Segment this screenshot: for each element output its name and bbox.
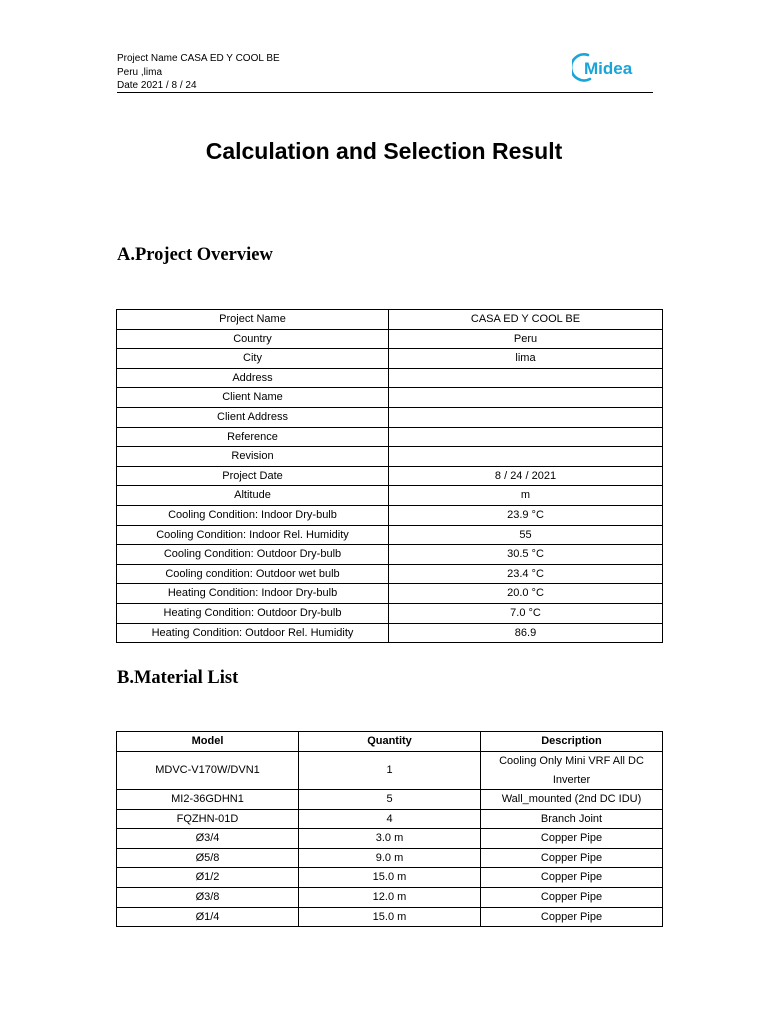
material-description: Copper Pipe [481,887,663,907]
table-row [117,505,663,525]
overview-value [389,388,663,408]
column-header-model: Model [117,732,299,752]
material-model: MI2-36GDHN1 [117,790,299,810]
table-row [117,809,663,829]
material-description: Copper Pipe [481,907,663,927]
overview-label: Altitude [117,486,389,506]
table-row [117,564,663,584]
overview-label: Country [117,329,389,349]
overview-value [389,368,663,388]
overview-value: CASA ED Y COOL BE [389,310,663,330]
material-model: Ø5/8 [117,848,299,868]
column-header-quantity: Quantity [299,732,481,752]
material-model: MDVC-V170W/DVN1 [117,752,299,790]
overview-label: Heating Condition: Indoor Dry-bulb [117,584,389,604]
overview-value: 8 / 24 / 2021 [389,466,663,486]
page-title: Calculation and Selection Result [205,138,563,164]
overview-value: Peru [389,329,663,349]
material-description: Copper Pipe [481,848,663,868]
material-description: Wall_mounted (2nd DC IDU) [481,790,663,810]
table-row [117,790,663,810]
overview-label: Client Address [117,407,389,427]
table-row [117,329,663,349]
overview-label: Heating Condition: Outdoor Dry-bulb [117,603,389,623]
overview-label: Cooling Condition: Indoor Rel. Humidity [117,525,389,545]
overview-label: Client Name [117,388,389,408]
header-date: Date 2021 / 8 / 24 [117,80,197,91]
table-row [117,525,663,545]
header-location: Peru ,lima [117,66,163,78]
material-description: Copper Pipe [481,829,663,849]
table-row [117,466,663,486]
overview-label: Reference [117,427,389,447]
material-model: Ø1/4 [117,907,299,927]
overview-value: 23.4 °C [389,564,663,584]
overview-value: 30.5 °C [389,545,663,565]
table-row [117,486,663,506]
overview-label: City [117,349,389,369]
material-description: Copper Pipe [481,868,663,888]
table-row [117,545,663,565]
material-quantity: 4 [299,809,481,829]
table-row [117,623,663,643]
logo-text: Midea [584,59,633,78]
material-list-table [116,731,663,927]
table-row [117,829,663,849]
material-model: Ø3/4 [117,829,299,849]
overview-value: 86.9 [389,623,663,643]
midea-logo [572,50,654,84]
material-model: FQZHN-01D [117,809,299,829]
table-row [117,752,663,790]
overview-label: Revision [117,447,389,467]
material-quantity: 15.0 m [299,907,481,927]
table-row [117,868,663,888]
table-row [117,427,663,447]
table-row [117,349,663,369]
column-header-description: Description [481,732,663,752]
table-row [117,907,663,927]
overview-label: Project Date [117,466,389,486]
table-row [117,603,663,623]
material-model: Ø3/8 [117,887,299,907]
table-row [117,447,663,467]
overview-value: 7.0 °C [389,603,663,623]
header-divider [117,92,653,93]
table-row [117,848,663,868]
overview-value: lima [389,349,663,369]
table-row [117,368,663,388]
material-quantity: 5 [299,790,481,810]
overview-value: 20.0 °C [389,584,663,604]
header-project-name: Project Name CASA ED Y COOL BE [117,53,280,64]
material-quantity: 9.0 m [299,848,481,868]
table-row [117,407,663,427]
overview-label: Heating Condition: Outdoor Rel. Humidity [117,623,389,643]
overview-label: Project Name [117,310,389,330]
section-heading-project-overview: A.Project Overview [117,245,273,265]
overview-value [389,447,663,467]
overview-label: Address [117,368,389,388]
table-row [117,388,663,408]
material-quantity: 1 [299,752,481,790]
material-model: Ø1/2 [117,868,299,888]
material-description: Branch Joint [481,809,663,829]
material-description: Cooling Only Mini VRF All DC Inverter [481,752,663,790]
material-quantity: 3.0 m [299,829,481,849]
overview-label: Cooling Condition: Indoor Dry-bulb [117,505,389,525]
table-row [117,584,663,604]
overview-value: m [389,486,663,506]
overview-value: 55 [389,525,663,545]
overview-value [389,407,663,427]
overview-value [389,427,663,447]
material-quantity: 15.0 m [299,868,481,888]
overview-label: Cooling Condition: Outdoor Dry-bulb [117,545,389,565]
table-header-row [117,732,663,752]
overview-label: Cooling condition: Outdoor wet bulb [117,564,389,584]
table-row [117,887,663,907]
overview-value: 23.9 °C [389,505,663,525]
section-heading-material-list: B.Material List [117,668,239,688]
material-quantity: 12.0 m [299,887,481,907]
project-overview-table [116,309,663,643]
table-row [117,310,663,330]
